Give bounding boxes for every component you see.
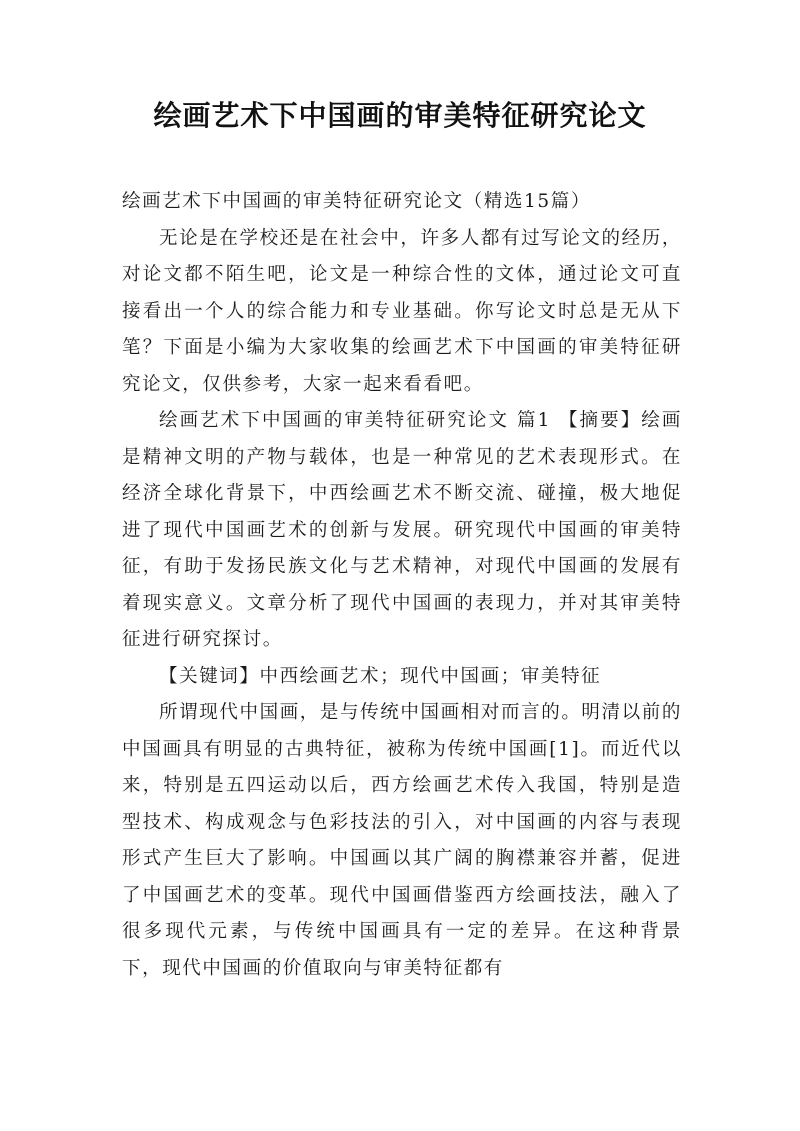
body-paragraph: 所谓现代中国画，是与传统中国画相对而言的。明清以前的中国画具有明显的古典特征，被称为传统中国画[1]。而近代以来，特别是五四运动以后，西方绘画艺术传入我国，特别是造型技术、构成观念与色彩技法的引入，对中国画的内容与表现形式产生巨大了影响。中国画以其广阔的胸襟兼容并蓄，促进了中国画艺术的变革。现代中国画借鉴西方绘画技法，融入了很多现代元素，与传统中国画具有一定的差异。在这种背景下，现代中国画的价值取向与审美特征都有 (122, 702, 682, 979)
intro-paragraph: 无论是在学校还是在社会中，许多人都有过写论文的经历，对论文都不陌生吧，论文是一种综合性的文体，通过论文可直接看出一个人的综合能力和专业基础。你写论文时总是无从下笔？下面是小编为大家收集的绘画艺术下中国画的审美特征研究论文，仅供参考，大家一起来看看吧。 (122, 227, 682, 395)
abstract-paragraph: 绘画艺术下中国画的审美特征研究论文 篇1 【摘要】绘画是精神文明的产物与载体，也是一种常见的艺术表现形式。在经济全球化背景下，中西绘画艺术不断交流、碰撞，极大地促进了现代中国画艺术的创新与发展。研究现代中国画的审美特征，有助于发扬民族文化与艺术精神，对现代中国画的发展有着现实意义。文章分析了现代中国画的表现力，并对其审美特征进行研究探讨。 (122, 410, 682, 650)
document-title: 绘画艺术下中国画的审美特征研究论文 (153, 99, 647, 132)
document-body (122, 184, 682, 987)
keywords-paragraph: 【关键词】中西绘画艺术；现代中国画；审美特征 (159, 665, 602, 687)
subtitle-paragraph: 绘画艺术下中国画的审美特征研究论文（精选15篇） (122, 191, 591, 212)
